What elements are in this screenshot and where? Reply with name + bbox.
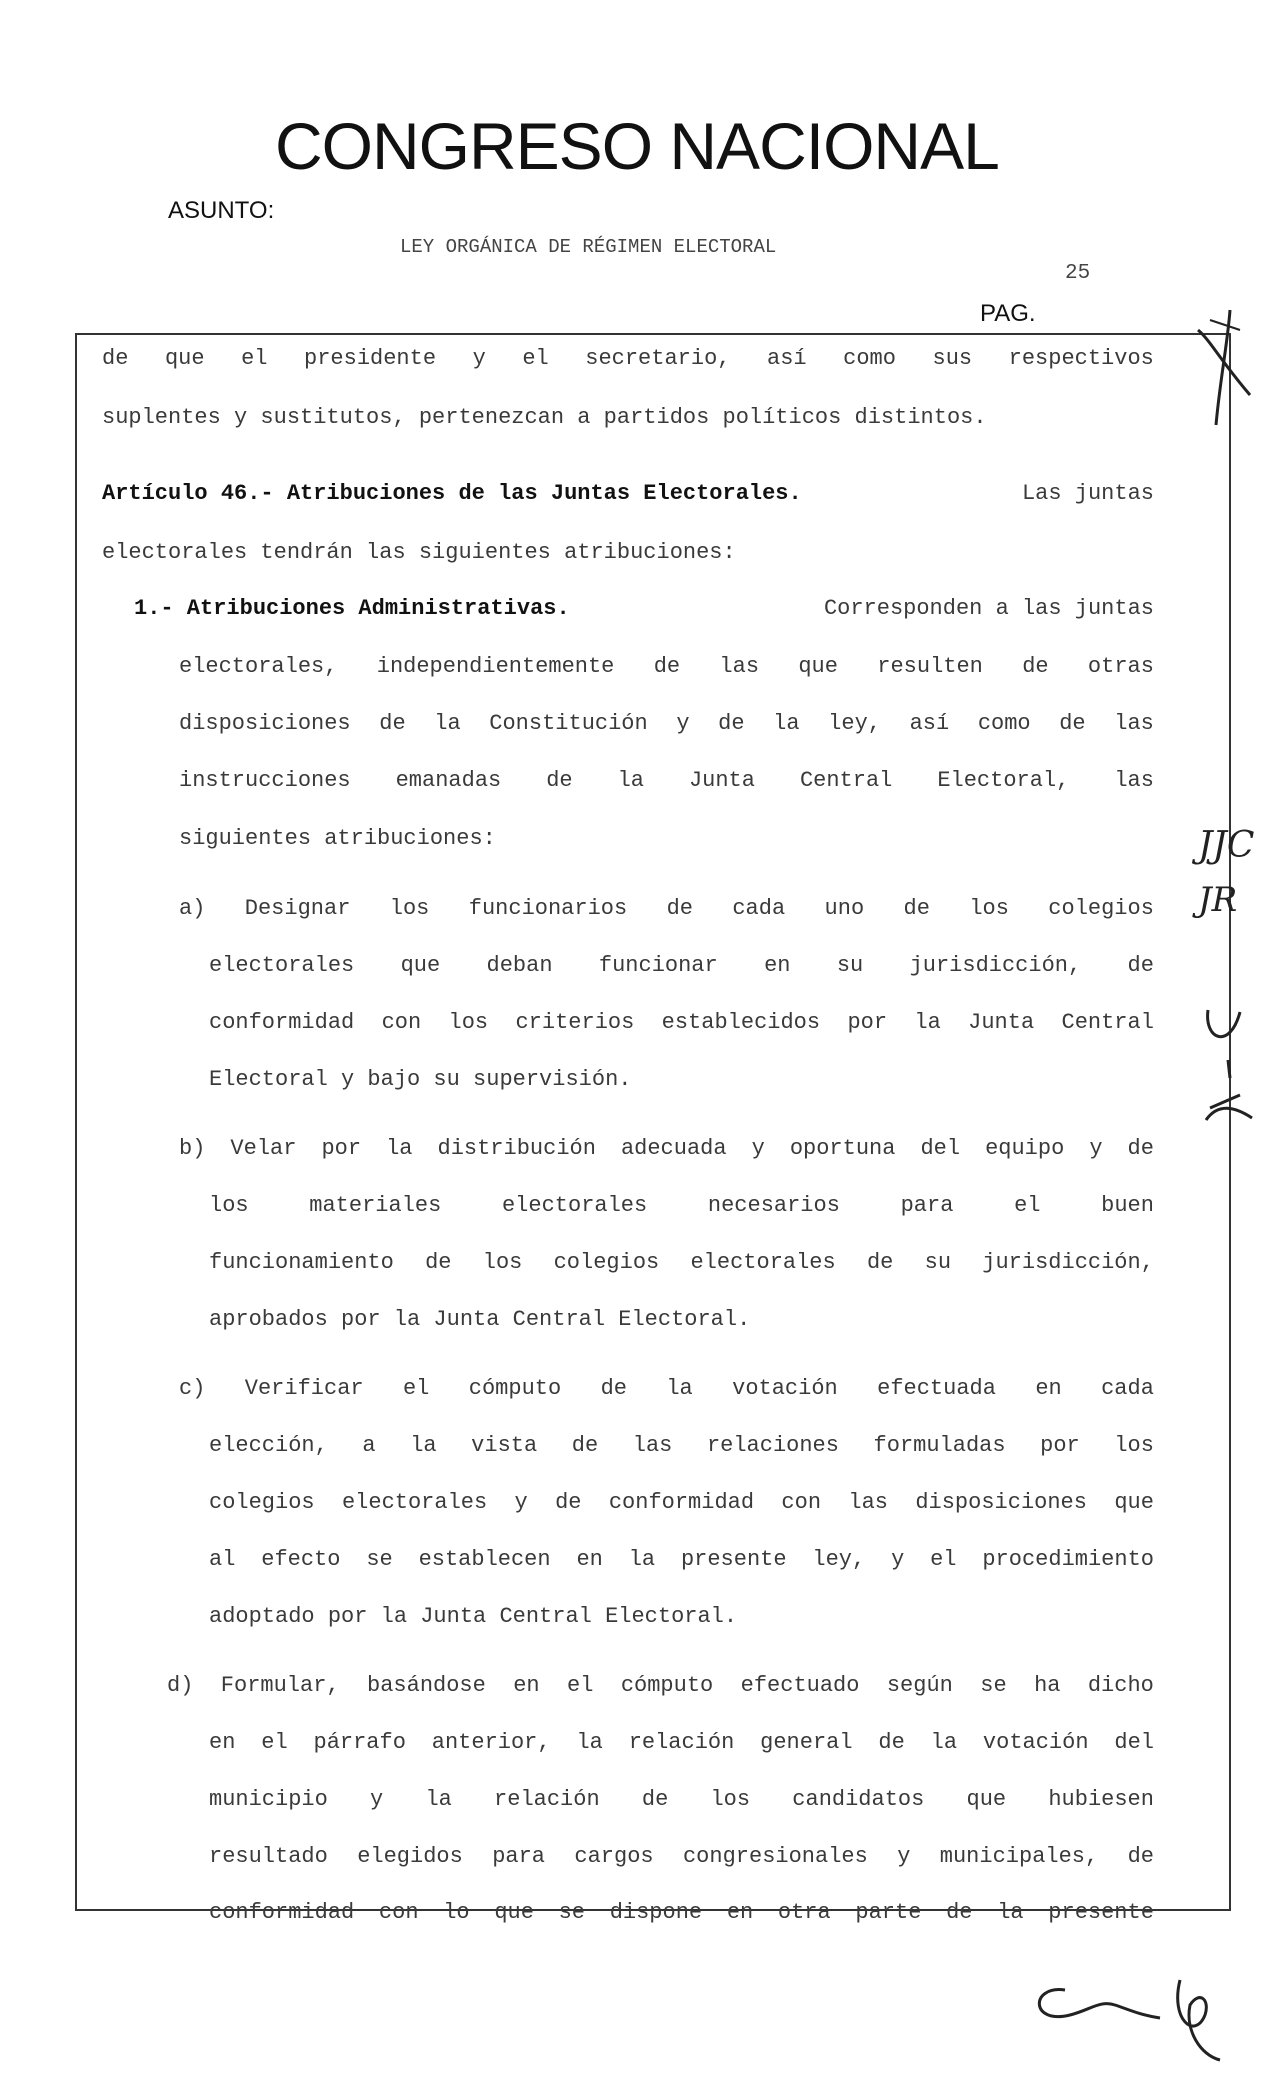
word: otra [777,1900,831,1925]
item-d-line [209,1844,1154,1869]
word: los [482,1250,523,1275]
word: así [767,346,807,371]
word: la [628,1547,656,1572]
word: conformidad [209,1010,355,1035]
item-b-line [209,1250,1154,1275]
word: secretario, [585,346,731,371]
word: la [425,1787,452,1812]
word: la [617,768,644,793]
word: lo [443,1900,470,1925]
word: adecuada [620,1136,727,1161]
word: necesarios [707,1193,840,1218]
word: electorales [690,1250,836,1275]
word: el [522,346,549,371]
word: la [576,1730,603,1755]
word: que [966,1787,1007,1812]
word: que [1114,1490,1154,1515]
word: d) [167,1673,194,1698]
word: ley, [828,711,881,736]
word: las [1114,768,1154,793]
item-c-line [209,1490,1154,1515]
word: b) [179,1136,206,1161]
word: formuladas [873,1433,1006,1458]
word: y [472,346,486,371]
item-a-line: Electoral y bajo su supervisión. [209,1067,632,1092]
word: la [666,1376,693,1401]
word: disposiciones [179,711,351,736]
word: en [576,1547,603,1572]
word: los [969,896,1009,921]
word: buen [1101,1193,1154,1218]
word: se [558,1900,586,1925]
asunto-label: ASUNTO: [168,197,275,224]
page-number: 25 [1065,262,1091,285]
word: de [666,896,693,921]
text-line [179,768,1154,793]
word: dispone [609,1900,703,1925]
item-c-line [209,1547,1154,1572]
margin-signature-mark [1200,1000,1260,1140]
word: de [546,768,573,793]
word: Designar [244,896,351,921]
word: con [781,1490,822,1515]
word: Junta [968,1010,1035,1035]
word: su [836,953,864,978]
word: la [434,711,461,736]
word: de [555,1490,582,1515]
word: cargos [574,1844,654,1869]
item-b-line [209,1193,1154,1218]
word: funcionarios [468,896,628,921]
word: establecen [418,1547,551,1572]
word: se [366,1547,393,1572]
word: de [641,1787,669,1812]
word: de [718,711,745,736]
word: la [410,1433,437,1458]
word: de [1059,711,1086,736]
word: y [514,1490,528,1515]
word: Central [799,768,893,793]
word: el [241,346,268,371]
word: en [1035,1376,1062,1401]
article-46-text: Las juntas [1021,481,1154,506]
item-a-line [209,953,1154,978]
word: de [1127,1136,1154,1161]
text-line [179,711,1154,736]
word: resultado [209,1844,328,1869]
word: vista [471,1433,538,1458]
word: Electoral, [937,768,1070,793]
word: y [370,1787,384,1812]
word: el [930,1547,957,1572]
margin-initials: JJC [1198,825,1255,866]
word: su [924,1250,952,1275]
item-a-line [179,896,1154,921]
pag-label: PAG. [980,300,1036,327]
word: de [1127,1844,1154,1869]
word: efecto [261,1547,341,1572]
word: jurisdicción, [982,1250,1154,1275]
word: materiales [309,1193,442,1218]
item-d-line [209,1730,1154,1755]
word: de [425,1250,452,1275]
word: sus [932,346,973,371]
document-subject: LEY ORGÁNICA DE RÉGIMEN ELECTORAL [400,236,777,258]
word: resulten [877,654,983,679]
word: municipales, [939,1844,1099,1869]
item-d-line [167,1673,1154,1698]
word: que [798,654,838,679]
item-1-heading [134,596,1154,621]
word: en [209,1730,236,1755]
word: otras [1087,654,1154,679]
word: funcionar [598,953,718,978]
word: conformidad [209,1900,355,1925]
word: de [571,1433,599,1458]
article-46-heading [102,481,1154,506]
word: deban [486,953,553,978]
word: Central [1061,1010,1154,1035]
text-line: electorales tendrán las siguientes atribuciones: [102,540,736,565]
article-46-title: Artículo 46.- Atribuciones de las Juntas Electorales. [102,481,802,506]
word: de [653,654,681,679]
word: y [897,1844,911,1869]
page-header-title: CONGRESO NACIONAL [275,109,999,183]
word: Velar [230,1136,297,1161]
word: distribución [437,1136,596,1161]
word: funcionamiento [209,1250,394,1275]
word: procedimiento [982,1547,1154,1572]
word: relación [494,1787,600,1812]
word: cómputo [468,1376,562,1401]
word: electorales, [179,654,338,679]
word: cada [732,896,786,921]
word: de [379,711,406,736]
word: la [773,711,800,736]
word: cada [1101,1376,1154,1401]
word: por [847,1010,888,1035]
word: electorales [209,953,355,978]
word: oportuna [789,1136,896,1161]
word: de [866,1250,894,1275]
item-c-line [209,1433,1154,1458]
word: parte [855,1900,922,1925]
word: votación [732,1376,838,1401]
word: en [764,953,791,978]
word: y [676,711,690,736]
word: presente [680,1547,787,1572]
word: Junta [688,768,755,793]
word: la [386,1136,413,1161]
word: ley, [812,1547,866,1572]
word: para [900,1193,954,1218]
word: Verificar [244,1376,364,1401]
word: por [321,1136,362,1161]
word: al [209,1547,236,1572]
bottom-signature [1020,1960,1240,2070]
word: las [848,1490,888,1515]
word: la [930,1730,958,1755]
word: de [1022,654,1049,679]
word: se [980,1673,1007,1698]
word: disposiciones [915,1490,1087,1515]
word: y [891,1547,905,1572]
word: de [903,896,930,921]
word: que [494,1900,534,1925]
word: emanadas [395,768,502,793]
text-line [102,346,1154,371]
word: las [1114,711,1154,736]
word: del [920,1136,961,1161]
word: elegidos [357,1844,463,1869]
word: establecidos [661,1010,821,1035]
word: de [600,1376,627,1401]
item-d-line [209,1900,1154,1925]
word: como [843,346,896,371]
word: uno [824,896,865,921]
word: efectuado [740,1673,860,1698]
word: instrucciones [179,768,351,793]
word: votación [982,1730,1089,1755]
word: efectuada [877,1376,996,1401]
word: el [567,1673,594,1698]
margin-initials: JR [1198,880,1238,920]
word: candidatos [792,1787,925,1812]
word: presente [1048,1900,1154,1925]
word: colegios [553,1250,660,1275]
word: como [977,711,1031,736]
word: los [448,1010,489,1035]
word: criterios [515,1010,635,1035]
word: las [719,654,760,679]
word: y [751,1136,765,1161]
word: respectivos [1008,346,1154,371]
item-c-line [179,1376,1154,1401]
word: que [400,953,441,978]
word: párrafo [313,1730,406,1755]
word: y [1089,1136,1103,1161]
word: la [997,1900,1024,1925]
word: Formular, [220,1673,340,1698]
word: así [909,711,950,736]
item-1-text: Corresponden a las juntas [823,596,1154,621]
word: de [102,346,129,371]
word: relaciones [706,1433,839,1458]
word: en [726,1900,754,1925]
item-a-line [209,1010,1154,1035]
text-line [179,654,1154,679]
word: el [402,1376,430,1401]
item-1-title: 1.- Atribuciones Administrativas. [134,596,570,621]
item-b-line [179,1136,1154,1161]
word: los [1114,1433,1154,1458]
word: ha [1034,1673,1061,1698]
word: de [946,1900,973,1925]
word: a [362,1433,376,1458]
word: el [1014,1193,1041,1218]
word: colegios [209,1490,315,1515]
word: anterior, [431,1730,551,1755]
word: que [164,346,205,371]
word: equipo [985,1136,1065,1161]
word: los [710,1787,751,1812]
word: relación [628,1730,735,1755]
word: los [389,896,430,921]
word: colegios [1048,896,1154,921]
word: general [760,1730,853,1755]
word: el [261,1730,288,1755]
word: electorales [341,1490,488,1515]
item-c-line: adoptado por la Junta Central Electoral. [209,1604,738,1629]
word: jurisdicción, [909,953,1082,978]
word: según [886,1673,953,1698]
word: presidente [304,346,437,371]
word: c) [179,1376,206,1401]
word: para [492,1844,546,1869]
text-line: siguientes atribuciones: [179,826,496,851]
word: con [381,1010,422,1035]
word: en [513,1673,540,1698]
word: hubiesen [1048,1787,1154,1812]
word: los [209,1193,249,1218]
word: del [1114,1730,1154,1755]
word: basándose [367,1673,486,1698]
word: la [914,1010,941,1035]
word: conformidad [608,1490,755,1515]
word: a) [179,896,206,921]
text-line: suplentes y sustitutos, pertenezcan a partidos políticos distintos. [102,405,987,430]
word: elección, [209,1433,328,1458]
word: municipio [209,1787,328,1812]
word: de [878,1730,905,1755]
word: por [1040,1433,1080,1458]
word: las [632,1433,673,1458]
word: Constitución [489,711,648,736]
item-b-line: aprobados por la Junta Central Electoral. [209,1307,751,1332]
word: cómputo [620,1673,714,1698]
word: de [1127,953,1154,978]
corner-signature-mark [1190,300,1260,430]
item-d-line [209,1787,1154,1812]
word: con [378,1900,419,1925]
word: electorales [501,1193,648,1218]
word: congresionales [682,1844,868,1869]
word: independientemente [376,654,615,679]
word: dicho [1087,1673,1154,1698]
